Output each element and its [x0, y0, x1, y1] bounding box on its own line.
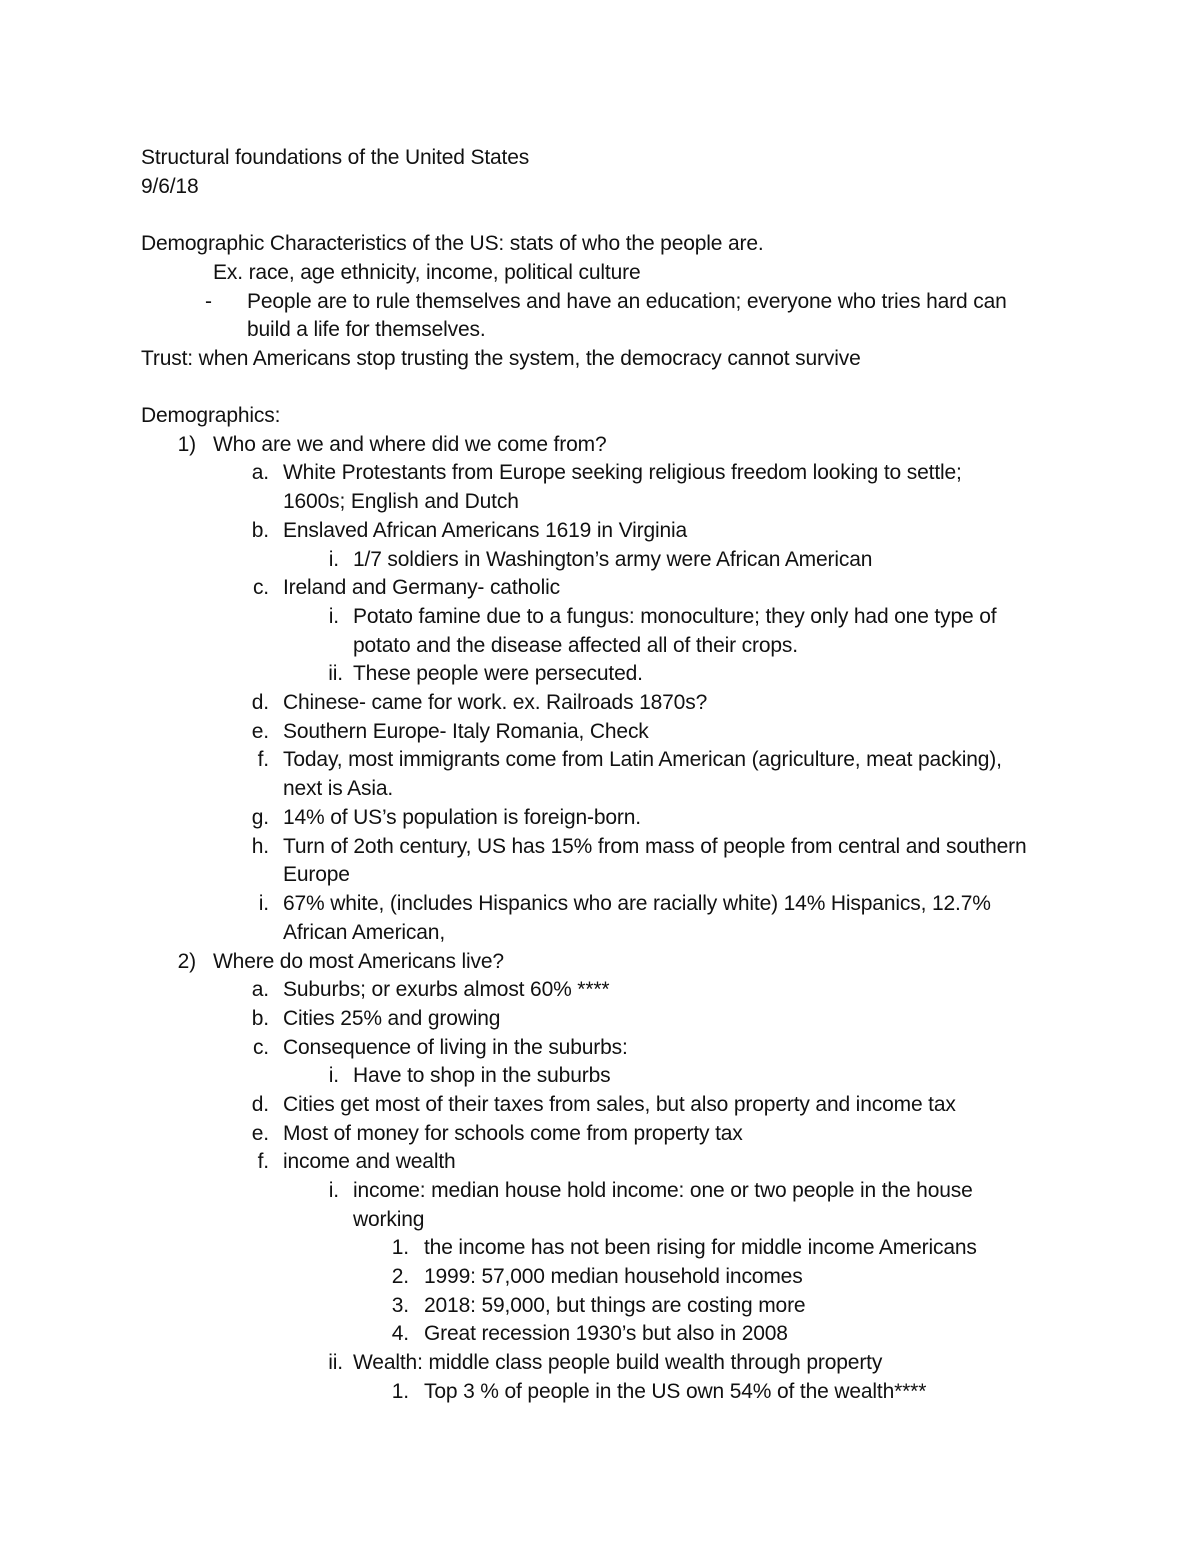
text-line — [0, 774, 1200, 803]
list-item — [0, 1004, 1200, 1033]
line-text: Where do most Americans live? — [213, 950, 504, 973]
line-text: Suburbs; or exurbs almost 60% **** — [283, 978, 610, 1001]
list-marker: - — [205, 290, 212, 313]
list-item — [0, 803, 1200, 832]
list-marker: e. — [251, 1122, 269, 1145]
line-text: Turn of 2oth century, US has 15% from mass of people from central and southern — [283, 835, 1027, 858]
list-item — [0, 975, 1200, 1004]
text-line — [0, 487, 1200, 516]
line-text: 1600s; English and Dutch — [283, 490, 519, 513]
list-item — [0, 430, 1200, 459]
line-text: People are to rule themselves and have an education; everyone who tries hard can — [247, 290, 1007, 313]
list-item — [0, 1291, 1200, 1320]
line-text: potato and the disease affected all of their crops. — [353, 634, 798, 657]
list-item — [0, 947, 1200, 976]
line-text: next is Asia. — [283, 777, 394, 800]
list-item — [0, 1377, 1200, 1406]
text-line — [0, 401, 1200, 430]
text-line — [0, 258, 1200, 287]
line-text: 2018: 59,000, but things are costing more — [424, 1294, 806, 1317]
list-marker: 3. — [391, 1294, 409, 1317]
list-marker: i. — [328, 1179, 339, 1202]
list-marker: c. — [252, 1036, 269, 1059]
list-item — [0, 1319, 1200, 1348]
list-marker: a. — [251, 461, 269, 484]
list-item — [0, 1061, 1200, 1090]
list-marker: ii. — [328, 662, 343, 685]
line-text: Wealth: middle class people build wealth through property — [353, 1351, 883, 1374]
line-text: Great recession 1930’s but also in 2008 — [424, 1322, 788, 1345]
list-item — [0, 1090, 1200, 1119]
list-marker: h. — [251, 835, 269, 858]
line-text: the income has not been rising for middle income Americans — [424, 1236, 977, 1259]
line-text: 1/7 soldiers in Washington’s army were African American — [353, 548, 873, 571]
title-text: Structural foundations of the United States — [141, 146, 530, 169]
list-item — [0, 1348, 1200, 1377]
list-marker: b. — [251, 519, 269, 542]
line-text: working — [353, 1208, 425, 1231]
line-text: income: median house hold income: one or two people in the house — [353, 1179, 973, 1202]
text-line — [0, 1205, 1200, 1234]
line-text: Most of money for schools come from property tax — [283, 1122, 743, 1145]
list-marker: 1) — [177, 433, 196, 456]
list-item — [0, 1233, 1200, 1262]
text-line — [0, 860, 1200, 889]
line-text: These people were persecuted. — [353, 662, 643, 685]
list-item — [0, 745, 1200, 774]
list-item — [0, 602, 1200, 631]
list-marker: g. — [251, 806, 269, 829]
list-item — [0, 688, 1200, 717]
line-text: Southern Europe- Italy Romania, Check — [283, 720, 649, 743]
text-line — [0, 229, 1200, 258]
line-text: 67% white, (includes Hispanics who are racially white) 14% Hispanics, 12.7% — [283, 892, 991, 915]
line-text: build a life for themselves. — [247, 318, 486, 341]
line-text: Consequence of living in the suburbs: — [283, 1036, 628, 1059]
list-marker: 1. — [391, 1380, 409, 1403]
line-text: Top 3 % of people in the US own 54% of the wealth**** — [424, 1380, 927, 1403]
list-marker: i. — [328, 1064, 339, 1087]
line-text: 14% of US’s population is foreign-born. — [283, 806, 641, 829]
line-text: Potato famine due to a fungus: monoculture; they only had one type of — [353, 605, 997, 628]
line-text: Chinese- came for work. ex. Railroads 1870s? — [283, 691, 708, 714]
line-text: Demographic Characteristics of the US: stats of who the people are. — [141, 232, 764, 255]
line-text: Who are we and where did we come from? — [213, 433, 607, 456]
list-marker: 2. — [391, 1265, 409, 1288]
line-text: Have to shop in the suburbs — [353, 1064, 611, 1087]
text-line — [0, 344, 1200, 373]
line-text: Europe — [283, 863, 350, 886]
list-item — [0, 287, 1200, 316]
line-text: Enslaved African Americans 1619 in Virginia — [283, 519, 688, 542]
list-marker: f. — [257, 748, 269, 771]
list-marker: 4. — [391, 1322, 409, 1345]
list-marker: d. — [251, 1093, 269, 1116]
text-line — [0, 631, 1200, 660]
list-marker: d. — [251, 691, 269, 714]
list-marker: 1. — [391, 1236, 409, 1259]
line-text: Cities 25% and growing — [283, 1007, 501, 1030]
list-marker: e. — [251, 720, 269, 743]
line-text: Ex. race, age ethnicity, income, political culture — [213, 261, 641, 284]
list-marker: a. — [251, 978, 269, 1001]
line-text: Today, most immigrants come from Latin American (agriculture, meat packing), — [283, 748, 1002, 771]
list-item — [0, 573, 1200, 602]
list-marker: c. — [252, 576, 269, 599]
list-item — [0, 1147, 1200, 1176]
line-text: White Protestants from Europe seeking religious freedom looking to settle; — [283, 461, 962, 484]
list-item — [0, 545, 1200, 574]
list-item — [0, 1176, 1200, 1205]
line-text: income and wealth — [283, 1150, 456, 1173]
list-marker: f. — [257, 1150, 269, 1173]
line-text: Cities get most of their taxes from sales, but also property and income tax — [283, 1093, 956, 1116]
list-item — [0, 1262, 1200, 1291]
list-item — [0, 717, 1200, 746]
date-text: 9/6/18 — [141, 175, 199, 198]
list-marker: i. — [258, 892, 269, 915]
list-item — [0, 889, 1200, 918]
list-item — [0, 458, 1200, 487]
list-item — [0, 516, 1200, 545]
line-text: Trust: when Americans stop trusting the system, the democracy cannot survive — [141, 347, 861, 370]
line-text: 1999: 57,000 median household incomes — [424, 1265, 803, 1288]
line-text: Demographics: — [141, 404, 281, 427]
list-marker: ii. — [328, 1351, 343, 1374]
text-line — [0, 918, 1200, 947]
list-marker: i. — [328, 548, 339, 571]
list-marker: i. — [328, 605, 339, 628]
list-marker: b. — [251, 1007, 269, 1030]
list-item — [0, 1033, 1200, 1062]
text-line — [0, 315, 1200, 344]
line-text: Ireland and Germany- catholic — [283, 576, 560, 599]
list-item — [0, 832, 1200, 861]
list-marker: 2) — [177, 950, 196, 973]
list-item — [0, 659, 1200, 688]
line-text: African American, — [283, 921, 446, 944]
list-item — [0, 1119, 1200, 1148]
